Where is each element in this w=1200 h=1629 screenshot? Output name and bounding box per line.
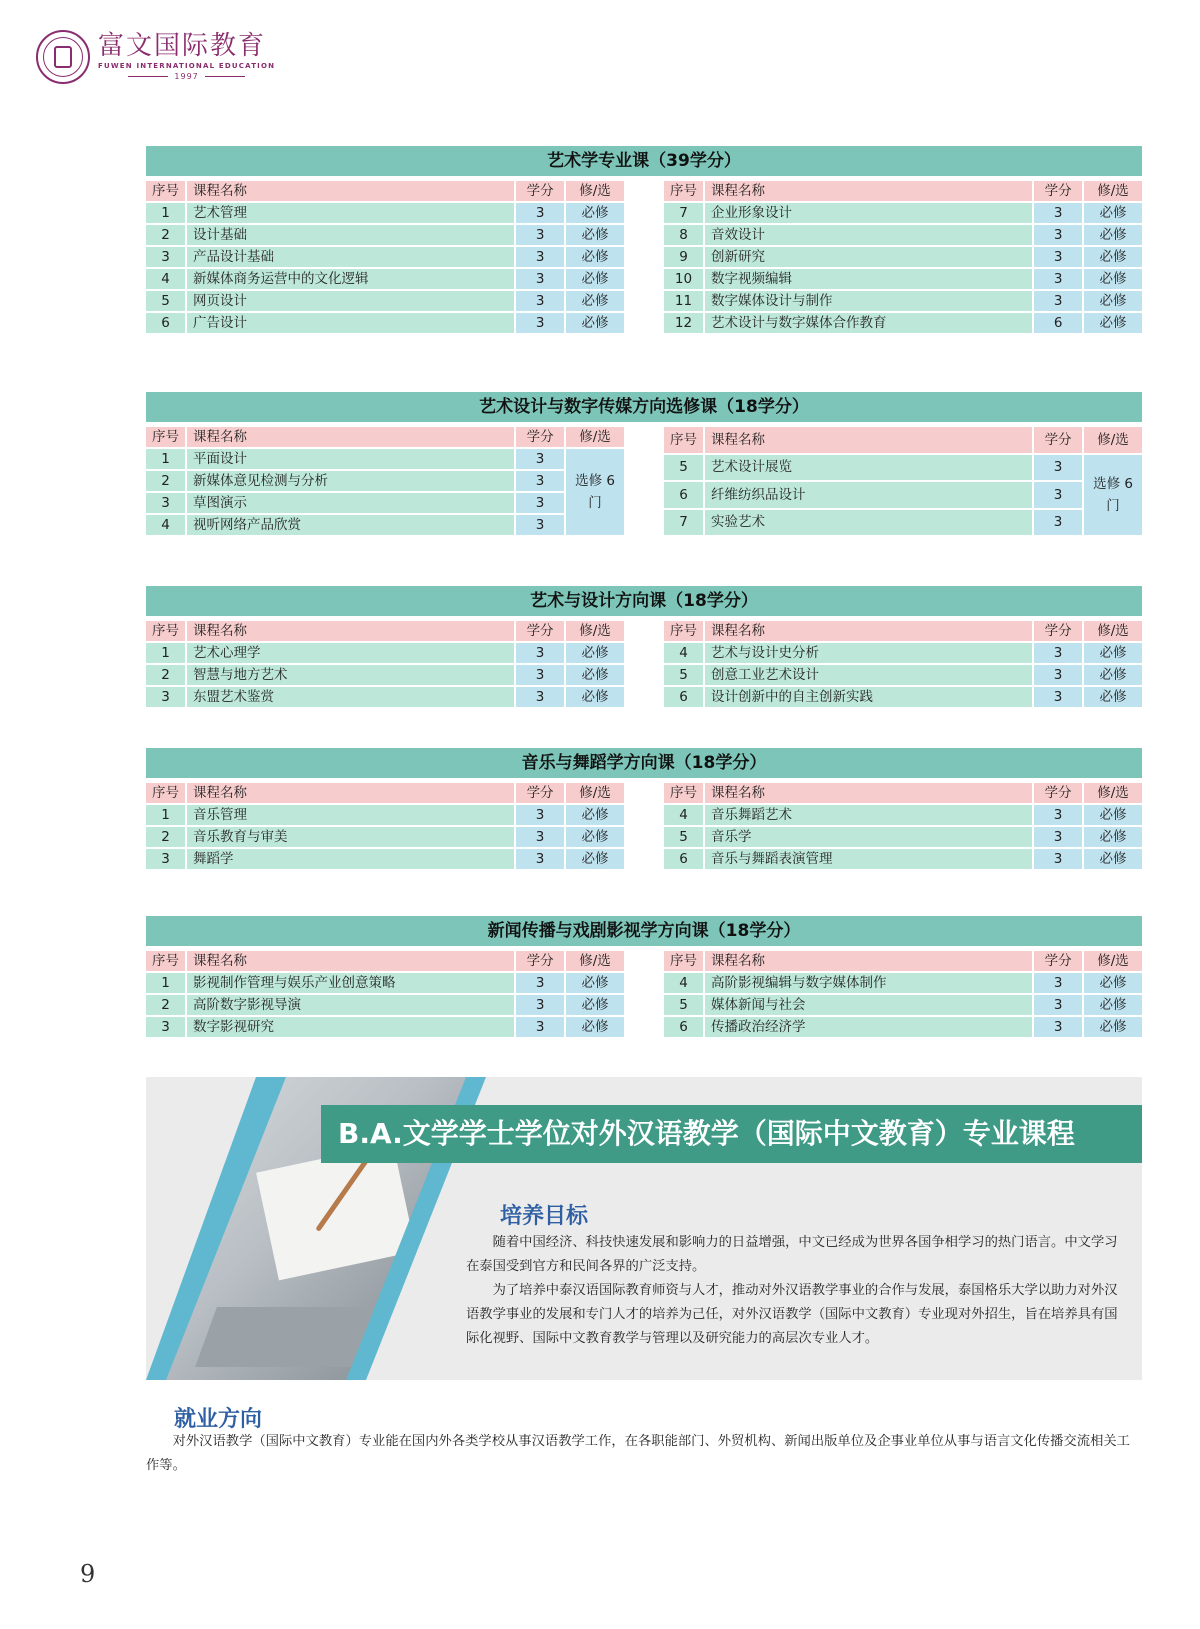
course-row <box>664 225 1142 245</box>
course-type: 必修 <box>1084 1017 1142 1037</box>
course-type: 必修 <box>1084 269 1142 289</box>
course-type: 必修 <box>566 643 624 663</box>
course-name: 数字视频编辑 <box>705 269 1034 289</box>
course-name: 高阶数字影视导演 <box>187 995 516 1015</box>
course-table-right <box>664 949 1142 1039</box>
course-no: 6 <box>146 313 187 333</box>
course-row <box>664 827 1142 847</box>
section-title: 艺术与设计方向课（18学分） <box>146 586 1142 616</box>
employment-heading: 就业方向 <box>174 1407 263 1432</box>
course-type: 必修 <box>1084 827 1142 847</box>
course-credit: 3 <box>1034 995 1084 1015</box>
course-credit: 3 <box>516 203 566 223</box>
elective-note: 选修 6门 <box>1084 455 1142 536</box>
course-type: 必修 <box>566 247 624 267</box>
course-name: 传播政治经济学 <box>705 1017 1034 1037</box>
course-type: 必修 <box>1084 973 1142 993</box>
logo-name-en: FUWEN INTERNATIONAL EDUCATION <box>98 62 276 70</box>
header-credit: 学分 <box>516 783 566 803</box>
course-type: 必修 <box>1084 203 1142 223</box>
course-row <box>146 973 624 993</box>
course-name: 创新研究 <box>705 247 1034 267</box>
header-type: 修/选 <box>566 951 624 971</box>
course-section-music-dance <box>146 748 1142 871</box>
employment-body: 对外汉语教学（国际中文教育）专业能在国内外各类学校从事汉语教学工作，在各职能部门、外贸机构、新闻出版单位及企事业单位从事与语言文化传播交流相关工作等。 <box>146 1434 1130 1473</box>
course-type: 必修 <box>1084 849 1142 869</box>
course-name: 视听网络产品欣赏 <box>187 515 516 535</box>
section-title: 艺术学专业课（39学分） <box>146 146 1142 176</box>
course-row <box>146 805 624 825</box>
goal-paragraph-2: 为了培养中泰汉语国际教育师资与人才，推动对外汉语教学事业的合作与发展，泰国格乐大学以助力对外汉语教学事业的发展和专门人才的培养为己任，对外汉语教学（国际中文教育）专业现对外招生，旨在培养具有国际化视野、国际中文教育教学与管理以及研究能力的高层次专业人才。 <box>466 1283 1118 1346</box>
course-name: 音乐学 <box>705 827 1034 847</box>
course-credit: 3 <box>516 805 566 825</box>
course-name: 纤维纺织品设计 <box>705 482 1034 508</box>
course-name: 音乐与舞蹈表演管理 <box>705 849 1034 869</box>
course-credit: 3 <box>1034 482 1084 508</box>
course-name: 高阶影视编辑与数字媒体制作 <box>705 973 1034 993</box>
course-no: 4 <box>664 805 705 825</box>
course-type: 必修 <box>566 687 624 707</box>
course-table-left <box>146 179 624 335</box>
course-row <box>664 203 1142 223</box>
course-name: 产品设计基础 <box>187 247 516 267</box>
course-no: 1 <box>146 203 187 223</box>
course-no: 5 <box>664 665 705 685</box>
course-credit: 3 <box>1034 247 1084 267</box>
course-no: 3 <box>146 1017 187 1037</box>
course-name: 音乐管理 <box>187 805 516 825</box>
course-type: 必修 <box>566 313 624 333</box>
course-no: 4 <box>146 269 187 289</box>
brand-logo <box>36 30 275 84</box>
course-table-left <box>146 949 624 1039</box>
course-credit: 6 <box>1034 313 1084 333</box>
course-credit: 3 <box>1034 665 1084 685</box>
course-row <box>664 291 1142 311</box>
logo-seal-icon <box>36 30 90 84</box>
header-name: 课程名称 <box>187 951 516 971</box>
course-name: 广告设计 <box>187 313 516 333</box>
course-no: 2 <box>146 827 187 847</box>
header-credit: 学分 <box>516 427 566 447</box>
course-credit: 3 <box>516 1017 566 1037</box>
course-row <box>664 455 1142 481</box>
course-type: 必修 <box>566 225 624 245</box>
header-credit: 学分 <box>1034 783 1084 803</box>
course-row <box>146 291 624 311</box>
table-header-row <box>146 951 624 971</box>
course-row <box>664 849 1142 869</box>
course-no: 7 <box>664 203 705 223</box>
table-header-row <box>664 427 1142 453</box>
course-no: 4 <box>146 515 187 535</box>
page-number: 9 <box>80 1560 96 1588</box>
course-credit: 3 <box>516 291 566 311</box>
course-row <box>664 805 1142 825</box>
header-no: 序号 <box>664 621 705 641</box>
course-type: 必修 <box>566 203 624 223</box>
course-no: 9 <box>664 247 705 267</box>
course-name: 艺术设计展览 <box>705 455 1034 481</box>
course-type: 必修 <box>1084 313 1142 333</box>
goal-heading: 培养目标 <box>500 1204 589 1229</box>
course-credit: 3 <box>516 225 566 245</box>
course-credit: 3 <box>516 269 566 289</box>
course-name: 舞蹈学 <box>187 849 516 869</box>
course-credit: 3 <box>516 515 566 535</box>
course-credit: 3 <box>516 313 566 333</box>
goal-paragraph-1: 随着中国经济、科技快速发展和影响力的日益增强，中文已经成为世界各国争相学习的热门语言。中文学习在泰国受到官方和民间各界的广泛支持。 <box>466 1235 1118 1274</box>
header-name: 课程名称 <box>705 427 1034 453</box>
section-title: 音乐与舞蹈学方向课（18学分） <box>146 748 1142 778</box>
course-type: 必修 <box>566 995 624 1015</box>
course-row <box>146 449 624 469</box>
header-type: 修/选 <box>566 783 624 803</box>
course-name: 影视制作管理与娱乐产业创意策略 <box>187 973 516 993</box>
course-no: 1 <box>146 449 187 469</box>
header-type: 修/选 <box>1084 783 1142 803</box>
course-credit: 3 <box>1034 291 1084 311</box>
course-no: 5 <box>664 827 705 847</box>
course-no: 5 <box>146 291 187 311</box>
course-credit: 3 <box>516 849 566 869</box>
table-header-row <box>664 181 1142 201</box>
course-section-journalism-film <box>146 916 1142 1039</box>
header-credit: 学分 <box>516 181 566 201</box>
course-type: 必修 <box>566 805 624 825</box>
course-credit: 3 <box>516 995 566 1015</box>
course-row <box>664 269 1142 289</box>
course-row <box>146 225 624 245</box>
course-section-art-design <box>146 586 1142 709</box>
course-row <box>146 643 624 663</box>
course-type: 必修 <box>566 269 624 289</box>
course-name: 平面设计 <box>187 449 516 469</box>
course-credit: 3 <box>516 247 566 267</box>
course-row <box>664 482 1142 508</box>
header-type: 修/选 <box>1084 951 1142 971</box>
header-no: 序号 <box>664 427 705 453</box>
header-no: 序号 <box>664 951 705 971</box>
table-header-row <box>146 427 624 447</box>
course-row <box>664 973 1142 993</box>
course-type: 必修 <box>1084 225 1142 245</box>
header-credit: 学分 <box>516 951 566 971</box>
course-table-right <box>664 425 1142 537</box>
table-header-row <box>146 181 624 201</box>
course-no: 4 <box>664 973 705 993</box>
table-header-row <box>664 951 1142 971</box>
header-no: 序号 <box>146 427 187 447</box>
course-credit: 3 <box>1034 827 1084 847</box>
course-section-design-media-electives <box>146 392 1142 537</box>
header-credit: 学分 <box>1034 427 1084 453</box>
header-name: 课程名称 <box>705 181 1034 201</box>
course-table-right <box>664 619 1142 709</box>
header-credit: 学分 <box>1034 181 1084 201</box>
course-credit: 3 <box>1034 455 1084 481</box>
course-row <box>146 687 624 707</box>
header-type: 修/选 <box>566 621 624 641</box>
header-name: 课程名称 <box>187 783 516 803</box>
course-row <box>146 995 624 1015</box>
course-name: 智慧与地方艺术 <box>187 665 516 685</box>
course-no: 8 <box>664 225 705 245</box>
course-row <box>664 995 1142 1015</box>
course-row <box>146 1017 624 1037</box>
table-header-row <box>146 621 624 641</box>
course-row <box>146 849 624 869</box>
course-credit: 3 <box>1034 510 1084 536</box>
course-no: 6 <box>664 687 705 707</box>
course-no: 11 <box>664 291 705 311</box>
header-name: 课程名称 <box>705 621 1034 641</box>
course-no: 6 <box>664 482 705 508</box>
header-no: 序号 <box>664 783 705 803</box>
course-no: 2 <box>146 995 187 1015</box>
course-no: 5 <box>664 995 705 1015</box>
course-row <box>146 665 624 685</box>
course-no: 3 <box>146 247 187 267</box>
course-row <box>146 203 624 223</box>
header-name: 课程名称 <box>705 951 1034 971</box>
course-type: 必修 <box>566 665 624 685</box>
course-no: 1 <box>146 973 187 993</box>
banner-title: B.A.文学学士学位对外汉语教学（国际中文教育）专业课程 <box>338 1117 1075 1150</box>
logo-name-cn: 富文国际教育 <box>98 31 267 61</box>
header-type: 修/选 <box>566 427 624 447</box>
course-no: 2 <box>146 471 187 491</box>
course-no: 6 <box>664 1017 705 1037</box>
course-name: 艺术与设计史分析 <box>705 643 1034 663</box>
course-name: 新媒体意见检测与分析 <box>187 471 516 491</box>
header-type: 修/选 <box>1084 181 1142 201</box>
course-credit: 3 <box>1034 973 1084 993</box>
course-row <box>664 510 1142 536</box>
course-credit: 3 <box>516 643 566 663</box>
course-name: 音乐舞蹈艺术 <box>705 805 1034 825</box>
course-type: 必修 <box>1084 687 1142 707</box>
course-no: 5 <box>664 455 705 481</box>
course-credit: 3 <box>1034 643 1084 663</box>
course-type: 必修 <box>566 1017 624 1037</box>
course-row <box>664 665 1142 685</box>
ba-program-banner <box>146 1077 1142 1380</box>
course-name: 数字影视研究 <box>187 1017 516 1037</box>
elective-note: 选修 6门 <box>566 449 624 535</box>
header-no: 序号 <box>664 181 705 201</box>
course-type: 必修 <box>566 849 624 869</box>
course-type: 必修 <box>1084 291 1142 311</box>
course-row <box>146 269 624 289</box>
course-no: 3 <box>146 849 187 869</box>
course-row <box>664 643 1142 663</box>
course-no: 4 <box>664 643 705 663</box>
course-credit: 3 <box>516 449 566 469</box>
header-type: 修/选 <box>1084 621 1142 641</box>
course-name: 新媒体商务运营中的文化逻辑 <box>187 269 516 289</box>
header-credit: 学分 <box>1034 951 1084 971</box>
header-no: 序号 <box>146 181 187 201</box>
course-name: 音乐教育与审美 <box>187 827 516 847</box>
course-name: 草图演示 <box>187 493 516 513</box>
header-no: 序号 <box>146 621 187 641</box>
goal-body <box>466 1231 1122 1351</box>
course-type: 必修 <box>1084 247 1142 267</box>
course-name: 实验艺术 <box>705 510 1034 536</box>
course-row <box>146 515 624 535</box>
course-no: 6 <box>664 849 705 869</box>
header-name: 课程名称 <box>187 181 516 201</box>
course-name: 设计基础 <box>187 225 516 245</box>
course-credit: 3 <box>1034 849 1084 869</box>
course-section-art-major <box>146 146 1142 335</box>
course-table-left <box>146 619 624 709</box>
course-credit: 3 <box>516 687 566 707</box>
logo-year: 1997 <box>174 72 199 81</box>
course-no: 1 <box>146 805 187 825</box>
course-credit: 3 <box>516 471 566 491</box>
header-name: 课程名称 <box>187 621 516 641</box>
table-header-row <box>664 621 1142 641</box>
course-no: 2 <box>146 665 187 685</box>
course-row <box>146 247 624 267</box>
section-title: 艺术设计与数字传媒方向选修课（18学分） <box>146 392 1142 422</box>
course-credit: 3 <box>516 827 566 847</box>
course-table-right <box>664 781 1142 871</box>
course-name: 媒体新闻与社会 <box>705 995 1034 1015</box>
header-no: 序号 <box>146 783 187 803</box>
header-name: 课程名称 <box>187 427 516 447</box>
course-credit: 3 <box>516 665 566 685</box>
course-type: 必修 <box>1084 665 1142 685</box>
course-credit: 3 <box>1034 203 1084 223</box>
course-row <box>146 493 624 513</box>
header-type: 修/选 <box>1084 427 1142 453</box>
course-type: 必修 <box>1084 805 1142 825</box>
course-row <box>664 1017 1142 1037</box>
course-row <box>664 687 1142 707</box>
course-name: 设计创新中的自主创新实践 <box>705 687 1034 707</box>
course-no: 3 <box>146 687 187 707</box>
header-type: 修/选 <box>566 181 624 201</box>
course-table-right <box>664 179 1142 335</box>
course-no: 3 <box>146 493 187 513</box>
table-header-row <box>664 783 1142 803</box>
course-table-left <box>146 781 624 871</box>
table-header-row <box>146 783 624 803</box>
header-no: 序号 <box>146 951 187 971</box>
course-row <box>146 827 624 847</box>
course-name: 艺术管理 <box>187 203 516 223</box>
course-no: 10 <box>664 269 705 289</box>
course-no: 12 <box>664 313 705 333</box>
course-no: 1 <box>146 643 187 663</box>
header-name: 课程名称 <box>705 783 1034 803</box>
course-credit: 3 <box>1034 225 1084 245</box>
course-type: 必修 <box>1084 643 1142 663</box>
course-name: 音效设计 <box>705 225 1034 245</box>
course-credit: 3 <box>1034 805 1084 825</box>
course-credit: 3 <box>1034 1017 1084 1037</box>
course-credit: 3 <box>1034 687 1084 707</box>
course-type: 必修 <box>566 291 624 311</box>
course-name: 艺术心理学 <box>187 643 516 663</box>
course-type: 必修 <box>1084 995 1142 1015</box>
course-type: 必修 <box>566 973 624 993</box>
course-credit: 3 <box>1034 269 1084 289</box>
header-credit: 学分 <box>516 621 566 641</box>
course-credit: 3 <box>516 973 566 993</box>
course-row <box>664 313 1142 333</box>
course-name: 数字媒体设计与制作 <box>705 291 1034 311</box>
course-no: 2 <box>146 225 187 245</box>
course-no: 7 <box>664 510 705 536</box>
section-title: 新闻传播与戏剧影视学方向课（18学分） <box>146 916 1142 946</box>
course-name: 企业形象设计 <box>705 203 1034 223</box>
course-row <box>146 471 624 491</box>
course-name: 网页设计 <box>187 291 516 311</box>
course-name: 艺术设计与数字媒体合作教育 <box>705 313 1034 333</box>
course-row <box>664 247 1142 267</box>
course-table-left <box>146 425 624 537</box>
course-type: 必修 <box>566 827 624 847</box>
course-name: 东盟艺术鉴赏 <box>187 687 516 707</box>
course-name: 创意工业艺术设计 <box>705 665 1034 685</box>
header-credit: 学分 <box>1034 621 1084 641</box>
course-credit: 3 <box>516 493 566 513</box>
course-row <box>146 313 624 333</box>
